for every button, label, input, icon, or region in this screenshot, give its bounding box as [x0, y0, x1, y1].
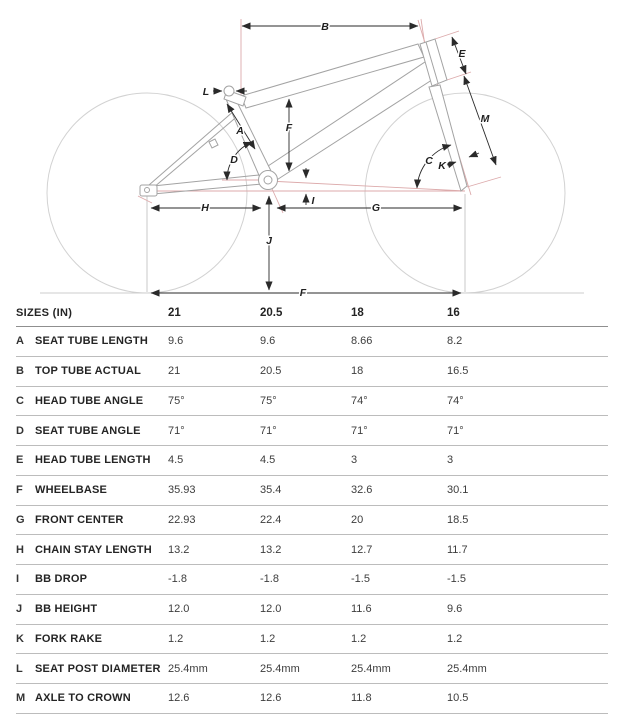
row-value: 18.5: [447, 513, 469, 526]
chainstay-upper: [153, 175, 259, 186]
row-value: 1.2: [168, 632, 184, 645]
dim-c-head-angle-arc: [417, 145, 451, 188]
table-row: [16, 476, 608, 506]
row-label: HEAD TUBE LENGTH: [35, 454, 151, 467]
row-value: 13.2: [168, 543, 190, 556]
row-value: 75°: [168, 394, 185, 407]
table-row: [16, 446, 608, 476]
size-column-header: 21: [168, 307, 181, 319]
row-label: SEAT TUBE ANGLE: [35, 424, 141, 437]
row-value: 71°: [447, 424, 464, 437]
rear-dropout-tick: [138, 196, 152, 203]
row-value: 12.0: [168, 603, 190, 616]
dim-label-f-mid: F: [285, 122, 293, 134]
dim-label-i: I: [311, 195, 315, 207]
chainstay-lower: [153, 184, 262, 194]
row-value: 4.5: [168, 454, 184, 467]
size-column-header: 18: [351, 307, 364, 319]
row-label: SEAT TUBE LENGTH: [35, 335, 148, 348]
row-value: -1.5: [447, 573, 466, 586]
row-letter: D: [16, 424, 24, 437]
row-letter: J: [16, 603, 23, 616]
row-value: 3: [351, 454, 358, 467]
row-value: 16.5: [447, 365, 469, 378]
row-value: 12.6: [168, 692, 190, 705]
row-label: FRONT CENTER: [35, 513, 124, 526]
table-row: [16, 535, 608, 565]
table-row: [16, 327, 608, 357]
dim-label-f-bottom: F: [299, 287, 307, 299]
row-value: -1.8: [168, 573, 187, 586]
frame: [140, 39, 467, 196]
table-row: [16, 506, 608, 536]
row-value: 25.4mm: [447, 662, 487, 675]
row-letter: H: [16, 543, 24, 556]
row-value: 71°: [260, 424, 277, 437]
table-title: SIZES (IN): [16, 307, 73, 319]
row-letter: I: [16, 573, 20, 586]
row-value: 30.1: [447, 484, 469, 497]
bb-axle: [264, 176, 272, 184]
row-value: 12.6: [260, 692, 282, 705]
row-letter: E: [16, 454, 24, 467]
dim-label-d: D: [230, 154, 238, 166]
dim-label-k: K: [438, 160, 446, 172]
row-value: 9.6: [260, 335, 276, 348]
row-value: 1.2: [351, 632, 367, 645]
dim-label-e: E: [458, 48, 466, 60]
row-letter: C: [16, 394, 24, 407]
row-value: -1.8: [260, 573, 279, 586]
row-letter: L: [16, 662, 23, 675]
row-value: 4.5: [260, 454, 276, 467]
row-value: 25.4mm: [351, 662, 391, 675]
bike-geometry-diagram: [0, 0, 624, 300]
row-value: 10.5: [447, 692, 469, 705]
dim-label-g: G: [371, 202, 381, 214]
row-value: 11.6: [351, 603, 372, 616]
table-row: [16, 684, 608, 714]
row-letter: G: [16, 513, 25, 526]
row-value: 21: [168, 365, 181, 378]
row-value: 35.93: [168, 484, 196, 497]
bb-to-front-axle-line: [268, 181, 465, 191]
row-value: 18: [351, 365, 364, 378]
dim-k-right-arrow: [469, 153, 479, 157]
row-value: 35.4: [260, 484, 282, 497]
row-value: 9.6: [168, 335, 184, 348]
dim-label-j: J: [266, 235, 272, 247]
headtube-top-tick: [435, 31, 459, 39]
row-letter: A: [16, 335, 24, 348]
row-label: BB DROP: [35, 573, 88, 586]
dimension-labels: [201, 21, 489, 299]
row-value: 74°: [447, 394, 464, 407]
table-row: [16, 565, 608, 595]
dim-label-b: B: [321, 21, 329, 33]
row-letter: F: [16, 484, 23, 497]
row-value: 22.93: [168, 513, 196, 526]
row-value: 12.7: [351, 543, 373, 556]
size-column-header: 16: [447, 307, 460, 319]
table-header-row: [16, 300, 608, 327]
row-value: 74°: [351, 394, 368, 407]
row-value: 13.2: [260, 543, 282, 556]
row-label: TOP TUBE ACTUAL: [35, 365, 142, 378]
seatstay-upper: [149, 110, 235, 185]
row-letter: M: [16, 692, 26, 705]
row-value: 22.4: [260, 513, 282, 526]
dim-label-c: C: [425, 155, 433, 167]
table-row: [16, 654, 608, 684]
headtube-bottom-tick: [447, 72, 471, 80]
row-label: HEAD TUBE ANGLE: [35, 394, 144, 407]
seatpost-circle: [224, 86, 234, 96]
row-value: 20.5: [260, 365, 282, 378]
table-row: [16, 625, 608, 655]
front-axle-tick: [467, 177, 501, 187]
row-value: 71°: [168, 424, 185, 437]
dim-label-m: M: [480, 113, 490, 125]
row-value: 71°: [351, 424, 368, 437]
row-label: WHEELBASE: [35, 484, 108, 497]
dim-label-l: L: [202, 86, 210, 98]
row-label: CHAIN STAY LENGTH: [35, 543, 152, 556]
row-value: 11.7: [447, 543, 468, 556]
row-value: 12.0: [260, 603, 282, 616]
row-value: 25.4mm: [260, 662, 300, 675]
row-letter: B: [16, 365, 24, 378]
dim-label-h: H: [201, 202, 209, 214]
row-value: 1.2: [260, 632, 276, 645]
row-label: FORK RAKE: [35, 632, 103, 645]
row-value: 9.6: [447, 603, 463, 616]
row-value: 75°: [260, 394, 277, 407]
row-value: 8.66: [351, 335, 373, 348]
row-label: SEAT POST DIAMETER: [35, 662, 161, 675]
row-value: 8.2: [447, 335, 463, 348]
rear-axle: [145, 188, 150, 193]
geometry-table: [16, 300, 608, 714]
row-letter: K: [16, 632, 24, 645]
size-column-header: 20.5: [260, 307, 283, 319]
row-value: 1.2: [447, 632, 463, 645]
fork-blade: [429, 85, 467, 191]
row-value: 11.8: [351, 692, 372, 705]
row-value: 32.6: [351, 484, 373, 497]
cable-stop: [209, 139, 218, 148]
row-value: 20: [351, 513, 364, 526]
table-row: [16, 357, 608, 387]
dim-label-a: A: [236, 125, 244, 137]
row-label: AXLE TO CROWN: [35, 692, 131, 705]
table-row: [16, 416, 608, 446]
row-label: BB HEIGHT: [35, 603, 98, 616]
row-value: 3: [447, 454, 454, 467]
row-value: -1.5: [351, 573, 370, 586]
row-value: 25.4mm: [168, 662, 208, 675]
table-row: [16, 595, 608, 625]
table-row: [16, 387, 608, 417]
